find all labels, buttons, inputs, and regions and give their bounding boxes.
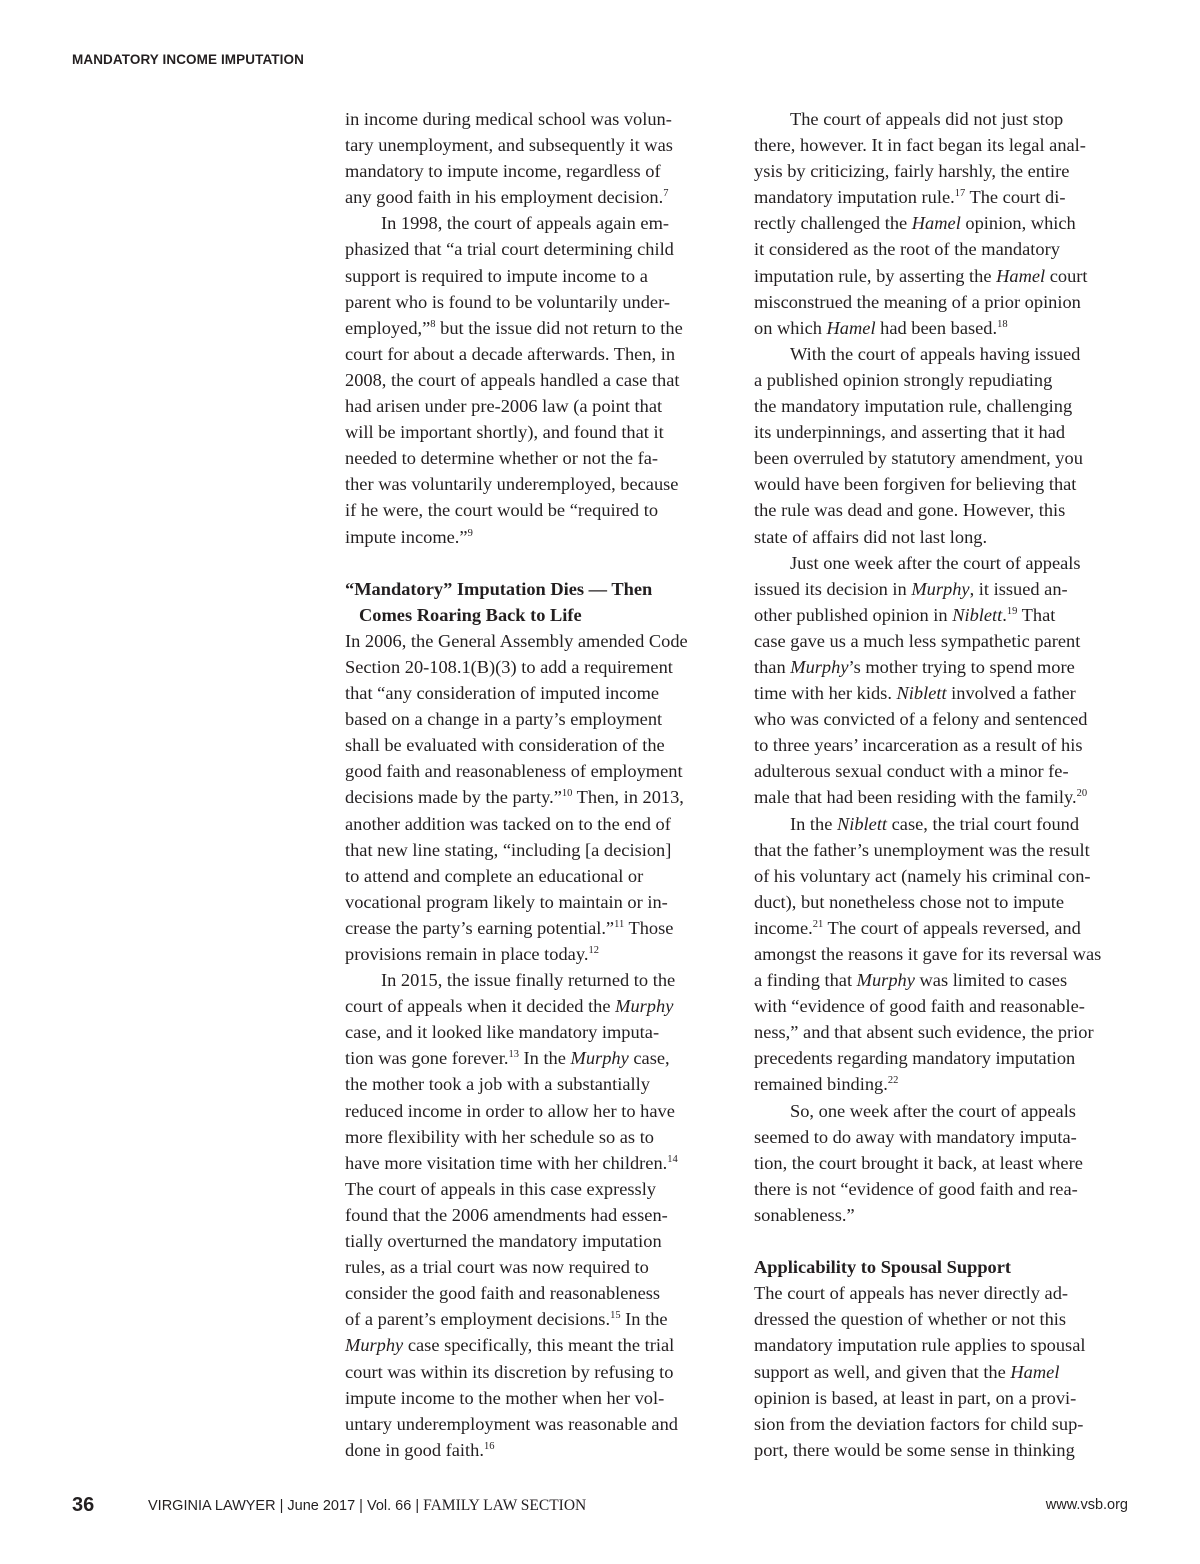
line-text: tially overturned the mandatory imputation [345,1231,662,1252]
line-text: rules, as a trial court was now required to [345,1257,649,1278]
text-line [754,132,1134,158]
text-line [345,1332,725,1358]
case-name: Hamel [996,265,1046,286]
text-line [345,393,725,419]
line-text: amongst the reasons it gave for its reversal was [754,944,1102,964]
text-line [345,680,725,706]
line-text: sonableness.” [754,1204,855,1225]
text-line [345,889,725,915]
section-heading [345,602,725,628]
case-name: Niblett [952,604,1003,625]
text-line [754,524,1134,550]
line-text: it considered as the root of the mandatory [754,239,1060,260]
line-text: court of appeals when it decided the [345,996,616,1017]
line-text: case gave us a much less sympathetic parent [754,630,1081,651]
line-text: based on a change in a party’s employment [345,709,663,730]
text-line [345,732,725,758]
page-number: 36 [72,1494,95,1516]
line-text: another addition was tacked on to the end of [345,813,671,834]
text-line [754,784,1134,810]
line-text: that “any consideration of imputed income [345,683,660,704]
text-line [754,863,1134,889]
line-text: of a parent’s employment decisions. [345,1309,611,1330]
footnote-ref: 21 [812,918,824,930]
line-text: support as well, and given that the [754,1361,1011,1382]
text-line [754,1124,1134,1150]
line-text: there, however. It in fact began its legal anal- [754,135,1086,156]
line-text: In the [518,1048,571,1069]
line-text: vocational program likely to maintain or in- [345,891,668,912]
line-text: In 2015, the issue finally returned to the [381,970,676,991]
line-text: state of affairs did not last long. [754,526,988,547]
paragraph-gap [754,1228,1134,1254]
text-line [754,1359,1134,1385]
text-line [345,993,725,1019]
line-text: untary underemployment was reasonable and [345,1413,678,1434]
website-link[interactable]: www.vsb.org [1045,1497,1128,1513]
text-line [754,732,1134,758]
footnote-ref: 22 [887,1075,899,1087]
text-line [754,419,1134,445]
text-line [754,263,1134,289]
text-line [345,706,725,732]
text-line [345,263,725,289]
text-line [345,419,725,445]
left-column [345,106,725,1463]
case-name: Murphy [615,996,674,1017]
line-text: Section 20-108.1(B)(3) to add a requirement [345,656,673,677]
text-line [754,106,1134,132]
text-line [345,524,725,550]
text-line [754,967,1134,993]
line-text: been overruled by statutory amendment, you [754,448,1083,469]
section-name: FAMILY LAW SECTION [423,1497,587,1514]
text-line [345,1098,725,1124]
line-text: In 2006, the General Assembly amended Code [345,630,688,651]
footnote-ref: 12 [588,945,599,956]
line-text: . [1002,604,1007,625]
line-text: The court of appeals has never directly ad- [754,1283,1069,1304]
line-text: rectly challenged the [754,213,912,234]
line-text: would have been forgiven for believing that [754,474,1077,495]
text-line [754,1045,1134,1071]
text-line [345,289,725,315]
text-line [754,1176,1134,1202]
footnote-ref: 13 [508,1049,519,1061]
line-text: The court of appeals in this case expressly [345,1178,657,1199]
line-text: Then, in 2013, [572,787,684,808]
text-line [754,367,1134,393]
line-text: port, there would be some sense in thinking [754,1439,1075,1460]
text-line [345,106,725,132]
line-text: the rule was dead and gone. However, this [754,500,1066,521]
case-name: Murphy [856,970,915,991]
line-text: imputation rule, by asserting the [754,265,997,286]
line-text: more flexibility with her schedule so as to [345,1126,654,1147]
text-line [754,941,1134,967]
line-text: but the issue did not return to the [435,317,683,338]
case-name: Hamel [826,317,876,338]
line-text: impute income to the mother when her vol- [345,1387,665,1408]
text-line [754,1437,1134,1463]
running-head: MANDATORY INCOME IMPUTATION [72,52,304,67]
text-line [345,811,725,837]
line-text: The court of appeals did not just stop [790,109,1064,129]
line-text: was limited to cases [914,970,1068,991]
line-text: Applicability to Spousal Support [754,1257,1012,1278]
line-text: remained binding. [754,1074,888,1095]
right-column [754,106,1134,1463]
text-line [754,497,1134,523]
line-text: case, and it looked like mandatory imputa- [345,1022,660,1043]
footnote-ref: 17 [954,188,966,200]
line-text: phasized that “a trial court determining child [345,239,674,260]
text-line [345,654,725,680]
line-text: found that the 2006 amendments had essen- [345,1204,668,1225]
line-text: In 1998, the court of appeals again em- [381,213,670,234]
text-line [754,158,1134,184]
line-text: So, one week after the court of appeals [790,1100,1076,1121]
text-line [754,680,1134,706]
text-line [345,341,725,367]
line-text: case specifically, this meant the trial [403,1335,675,1356]
section-heading [345,576,725,602]
line-text: in income during medical school was volun- [345,109,672,129]
text-line [754,1150,1134,1176]
text-line [345,837,725,863]
text-line [345,158,725,184]
text-line [754,471,1134,497]
line-text: tary unemployment, and subsequently it was [345,135,673,156]
line-text: decisions made by the party.” [345,787,562,808]
text-line [345,497,725,523]
line-text: sion from the deviation factors for child sup- [754,1413,1084,1434]
line-text: The court of appeals reversed, and [823,917,1081,938]
line-text: That [1017,604,1056,625]
line-text: impute income.” [345,526,468,547]
text-line [754,1071,1134,1097]
line-text: In the [790,813,837,834]
line-text: duct), but nonetheless chose not to impute [754,891,1065,912]
text-line [345,367,725,393]
text-line [754,1019,1134,1045]
line-text: provisions remain in place today. [345,944,589,964]
text-line [345,1254,725,1280]
line-text: income. [754,917,813,938]
text-line [345,1359,725,1385]
case-name: Niblett [896,683,947,704]
line-text: on which [754,317,827,338]
line-text: mandatory imputation rule. [754,187,955,208]
line-text: Those [624,917,674,938]
text-line [345,210,725,236]
line-text: the mother took a job with a substantially [345,1074,650,1095]
text-line [345,1019,725,1045]
text-line [345,941,725,967]
text-line [754,837,1134,863]
text-line [345,1150,725,1176]
text-line [754,811,1134,837]
line-text: male that had been residing with the family. [754,787,1077,808]
line-text: shall be evaluated with consideration of the [345,735,665,756]
text-line [345,1228,725,1254]
text-line [345,1124,725,1150]
line-text: with “evidence of good faith and reasonable- [754,996,1085,1017]
footnote-ref: 9 [467,527,473,539]
text-line [345,236,725,262]
footnote-ref: 20 [1076,788,1088,800]
line-text: there is not “evidence of good faith and rea- [754,1178,1078,1199]
text-line [754,1202,1134,1228]
text-line [345,915,725,941]
line-text: support is required to impute income to a [345,265,648,286]
text-line [754,289,1134,315]
text-line [754,1332,1134,1358]
text-line [754,915,1134,941]
line-text: other published opinion in [754,604,953,625]
text-line [345,1280,725,1306]
line-text: that new line stating, “including [a decision] [345,839,672,860]
footnote-ref: 7 [663,188,669,200]
line-text: have more visitation time with her children. [345,1152,668,1173]
line-text: good faith and reasonableness of employment [345,761,683,782]
line-text: 2008, the court of appeals handled a case that [345,369,680,390]
line-text: involved a father [946,683,1076,704]
line-text: In the [620,1309,668,1330]
text-line [754,706,1134,732]
line-text: mandatory to impute income, regardless of [345,161,661,182]
text-line [754,993,1134,1019]
text-line [345,132,725,158]
text-line [345,1202,725,1228]
line-text: tion was gone forever. [345,1048,509,1069]
line-text: seemed to do away with mandatory imputa- [754,1126,1077,1147]
case-name: Murphy [570,1048,629,1069]
section-heading [754,1254,1134,1280]
line-text: a finding that [754,970,857,991]
line-text: if he were, the court would be “required to [345,500,659,521]
footnote-ref: 19 [1006,605,1018,617]
line-text: its underpinnings, and asserting that it had [754,422,1066,443]
line-text: will be important shortly), and found that it [345,422,664,443]
line-text: precedents regarding mandatory imputation [754,1048,1076,1069]
line-text: ness,” and that absent such evidence, the prior [754,1022,1094,1043]
text-line [345,1385,725,1411]
text-line [754,445,1134,471]
line-text: to three years’ incarceration as a result of his [754,735,1083,756]
text-line [754,602,1134,628]
line-text: misconstrued the meaning of a prior opinion [754,291,1081,312]
text-line [754,1306,1134,1332]
line-text: the mandatory imputation rule, challenging [754,396,1073,417]
text-line [754,758,1134,784]
line-text: had arisen under pre-2006 law (a point that [345,396,663,417]
line-text: The court di- [965,187,1066,208]
text-line [754,1280,1134,1306]
line-text: dressed the question of whether or not this [754,1309,1067,1330]
text-line [345,471,725,497]
text-line [754,576,1134,602]
text-line [345,1306,725,1332]
text-line [754,550,1134,576]
footnote-ref: 14 [667,1153,678,1165]
text-line [754,184,1134,210]
text-line [345,967,725,993]
line-text: reduced income in order to allow her to have [345,1100,675,1121]
text-line [345,863,725,889]
text-line [345,1071,725,1097]
text-line [345,1437,725,1463]
case-name: Murphy [911,578,970,599]
case-name: Niblett [836,813,888,834]
footnote-ref: 15 [610,1310,621,1322]
text-line [754,393,1134,419]
footnote-ref: 16 [483,1440,495,1452]
line-text: Comes Roaring Back to Life [359,604,582,625]
line-text: mandatory imputation rule applies to spousal [754,1335,1086,1356]
text-line [754,210,1134,236]
line-text: crease the party’s earning potential.” [345,917,615,938]
line-text: “Mandatory” Imputation Dies — Then [345,578,653,599]
line-text: any good faith in his employment decision. [345,187,664,208]
line-text: employed,” [345,317,431,338]
line-text: who was convicted of a felony and sentenced [754,709,1088,730]
footnote-ref: 18 [997,318,1008,330]
case-name: Hamel [911,213,961,234]
line-text: that the father’s unemployment was the result [754,839,1090,860]
line-text: ’s mother trying to spend more [848,656,1075,677]
text-line [754,315,1134,341]
text-line [345,628,725,654]
case-name: Murphy [790,656,849,677]
text-line [754,341,1134,367]
publication-name: VIRGINIA LAWYER | June 2017 | Vol. 66 | [148,1498,420,1514]
paragraph-gap [345,550,725,576]
line-text: consider the good faith and reasonableness [345,1283,661,1304]
line-text: ther was voluntarily underemployed, because [345,474,679,495]
line-text: to attend and complete an educational or [345,865,644,886]
text-line [345,784,725,810]
footnote-ref: 10 [561,788,573,800]
text-line [754,889,1134,915]
line-text: Just one week after the court of appeals [790,552,1081,573]
line-text: parent who is found to be voluntarily under- [345,291,670,312]
line-text: than [754,656,791,677]
line-text: had been based. [875,317,998,338]
line-text: a published opinion strongly repudiating [754,369,1053,390]
text-line [754,654,1134,680]
line-text: case, the trial court found [887,813,1080,834]
text-line [345,184,725,210]
line-text: ysis by criticizing, fairly harshly, the entire [754,161,1070,182]
case-name: Hamel [1010,1361,1060,1382]
text-line [345,1411,725,1437]
footnote-ref: 8 [430,318,436,330]
line-text: court for about a decade afterwards. Then, in [345,343,676,364]
text-line [754,1411,1134,1437]
line-text: opinion, which [960,213,1076,234]
publication-line [148,1497,586,1515]
line-text: court was within its discretion by refusing to [345,1361,674,1382]
text-line [345,1176,725,1202]
text-line [754,236,1134,262]
text-line [345,445,725,471]
text-line [754,1385,1134,1411]
text-line [345,315,725,341]
line-text: case, [628,1048,670,1069]
line-text: adulterous sexual conduct with a minor fe- [754,761,1069,782]
line-text: opinion is based, at least in part, on a provi- [754,1387,1077,1408]
line-text: court [1045,265,1088,286]
line-text: done in good faith. [345,1439,484,1460]
case-name: Murphy [345,1335,404,1356]
line-text: tion, the court brought it back, at least where [754,1152,1083,1173]
text-line [345,758,725,784]
text-line [754,628,1134,654]
text-line [754,1098,1134,1124]
line-text: , it issued an- [969,578,1068,599]
line-text: time with her kids. [754,683,897,704]
line-text: With the court of appeals having issued [790,343,1081,364]
line-text: issued its decision in [754,578,912,599]
footnote-ref: 11 [614,918,625,930]
text-line [345,1045,725,1071]
line-text: of his voluntary act (namely his criminal con- [754,865,1091,886]
line-text: needed to determine whether or not the fa- [345,448,659,469]
